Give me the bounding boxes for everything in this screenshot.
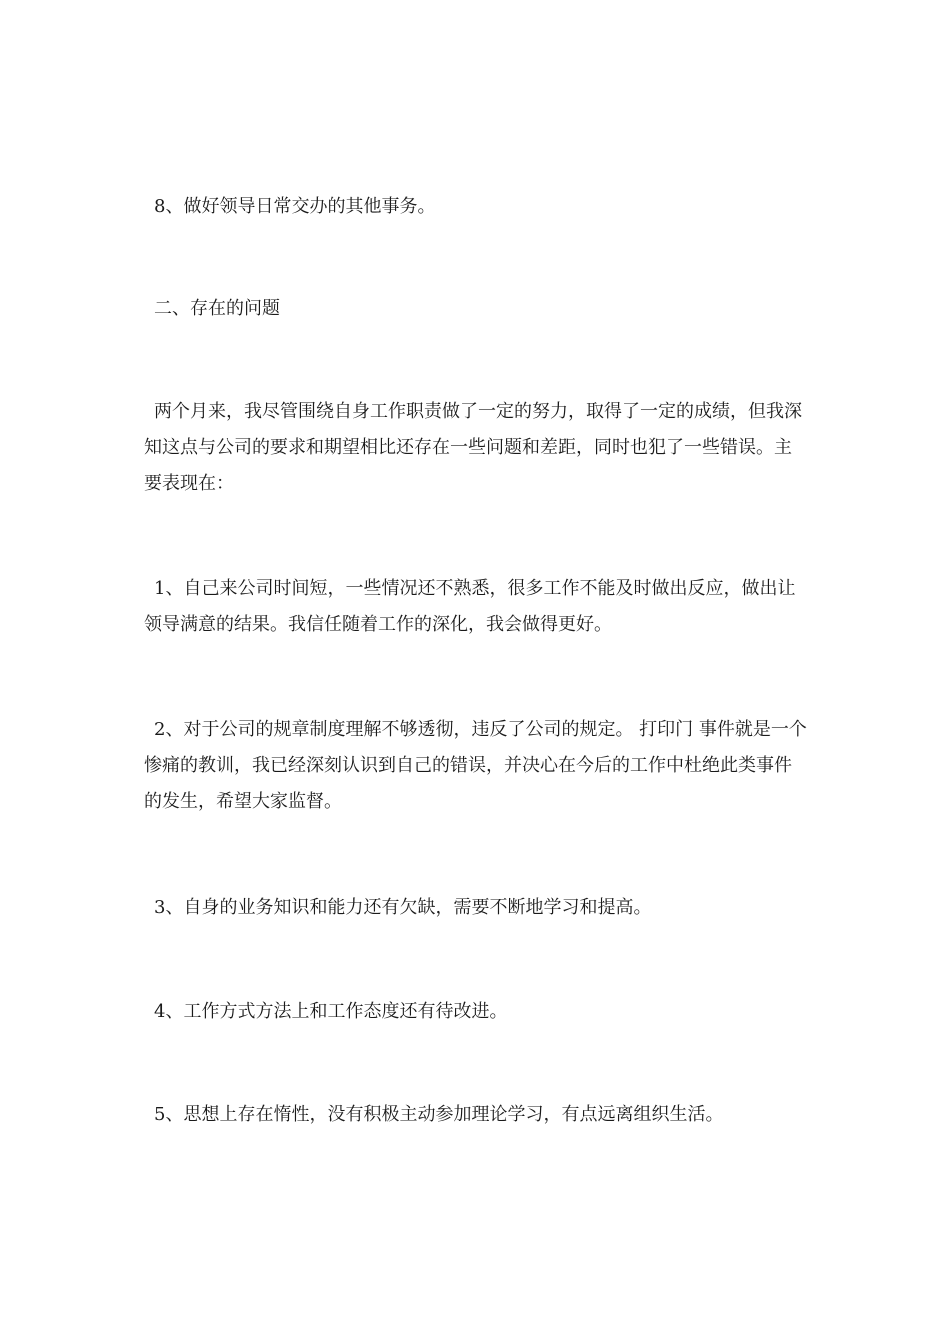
paragraph-intro: 两个月来，我尽管围绕自身工作职责做了一定的努力，取得了一定的成绩，但我深知这点与公司的要求和期望相比还存在一些问题和差距，同时也犯了一些错误。主要表现在： [144, 401, 802, 494]
paragraph-item-8: 8、做好领导日常交办的其他事务。 [154, 196, 436, 217]
paragraph-problem-5: 5、思想上存在惰性，没有积极主动参加理论学习，有点远离组织生活。 [154, 1104, 724, 1125]
paragraph-problem-2: 2、对于公司的规章制度理解不够透彻，违反了公司的规定。 打印门 事件就是一个惨痛的教训，我已经深刻认识到自己的错误，并决心在今后的工作中杜绝此类事件的发生，希望大家监督。 [144, 719, 807, 812]
paragraph-problem-3: 3、自身的业务知识和能力还有欠缺，需要不断地学习和提高。 [154, 897, 652, 918]
section-heading-problems: 二、存在的问题 [154, 298, 280, 319]
paragraph-problem-4: 4、工作方式方法上和工作态度还有待改进。 [154, 1001, 508, 1022]
paragraph-problem-1: 1、自己来公司时间短，一些情况还不熟悉，很多工作不能及时做出反应，做出让领导满意的结果。我信任随着工作的深化，我会做得更好。 [144, 578, 796, 635]
